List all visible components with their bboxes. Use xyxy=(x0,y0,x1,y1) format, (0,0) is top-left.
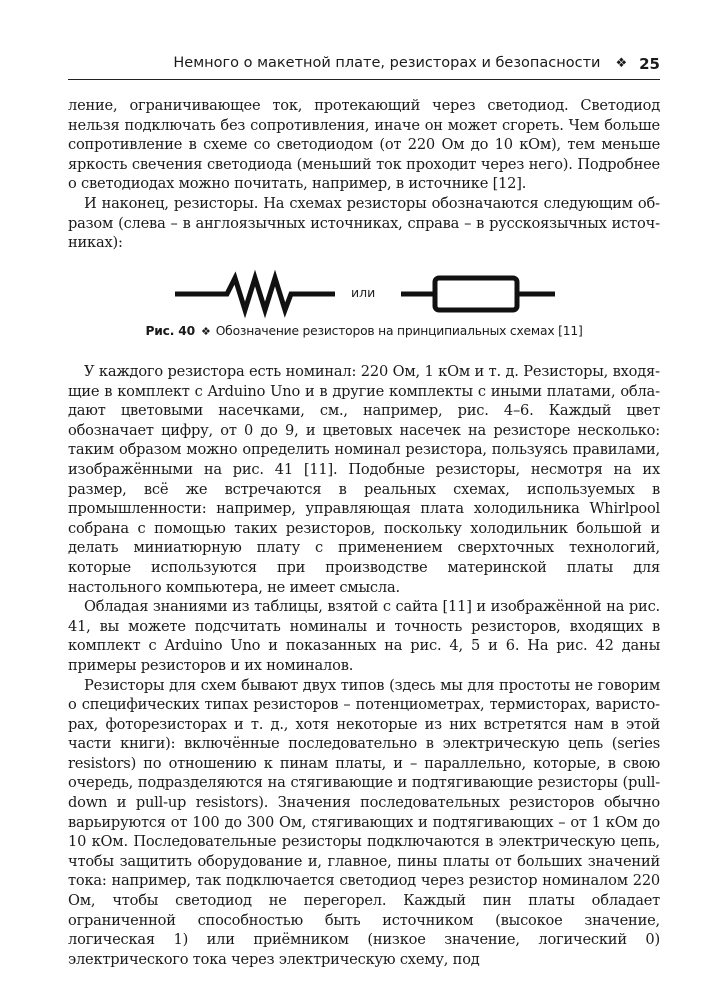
figure-caption-text: Обозначение резисторов на принципиальных схемах [11] xyxy=(215,324,583,338)
paragraph: У каждого резистора есть номинал: 220 Ом, 1 кОм и т. д. Резисторы, входящие в комплект с Arduino Uno и в другие комплекты с иными платами, обладают цветовыми насечками, см., например, рис. 4–6. Каждый цвет обозначает цифру, от 0 до 9, и цветовых насечек на резисторе несколько: таким образом можно определить номинал резистора, пользуясь правилами, изображёнными на рис. 41 [11]. Подобные резисторы, несмотря на их размер, всё же встречаются в реальных схемах, используемых в промышленности: например, управляющая плата холодильника Whirlpool собрана с помощью таких резисторов, поскольку холодильник большой и делать миниатюрную плату с применением сверхточных технологий, которые используются при производстве материнской платы для настольного компьютера, не имеет смысла. xyxy=(68,363,660,596)
paragraph: Резисторы для схем бывают двух типов (здесь мы для простоты не говорим о специфических типах резисторов – потенциометрах, термисторах, варисторах, фоторезисторах и т. д., хотя некоторые из них встретятся нам в этой части книги): включённые последовательно в электрическую цепь (series resistors) по отношению к пинам платы, и – параллельно, которые, в свою очередь, подразделяются на стягивающие и подтягивающие резисторы (pull-down и pull-up resistors). Значения последовательных резисторов обычно варьируются от 100 до 300 Ом, стягивающих и подтягивающих – от 1 кОм до 10 кОм. Последовательные резисторы подключаются в электрическую цепь, чтобы защитить оборудование и, главное, пины платы от больших значений тока: например, так подключается светодиод через резистор номиналом 220 Ом, чтобы светодиод не перегорел. Каждый пин платы обладает ограниченной способностью быть источником (высокое значение, логическая 1) или приёмником (низкое значение, логический 0) электрического тока через электрическую схему, под xyxy=(68,676,660,968)
resistor-symbols-figure xyxy=(175,268,595,320)
figure-or-label: или xyxy=(351,285,376,300)
paragraph: И наконец, резисторы. На схемах резисторы обозначаются следующим образом (слева – в англоязычных источниках, справа – в русскоязычных источниках): xyxy=(68,194,660,252)
resistor-symbols-drawing xyxy=(175,268,595,320)
running-title: Немного о макетной плате, резисторах и безопасности xyxy=(173,55,601,71)
diamond-ornament-icon: ❖ xyxy=(201,325,211,338)
running-header xyxy=(68,55,660,80)
zigzag-resistor-symbol xyxy=(175,278,335,310)
page-number: 25 xyxy=(639,55,660,73)
figure-caption xyxy=(68,324,660,338)
figure-caption-label: Рис. 40 xyxy=(145,324,196,338)
text-block-bottom xyxy=(68,362,660,969)
diamond-ornament-icon: ❖ xyxy=(615,56,628,71)
paragraph: Обладая знаниями из таблицы, взятой с сайта [11] и изображённой на рис. 41, вы можете подсчитать номиналы и точность резисторов, входящих в комплект с Arduino Uno и показанных на рис. 4, 5 и 6. На рис. 42 даны примеры резисторов и их номиналов. xyxy=(68,598,660,674)
text-block-top xyxy=(68,96,660,253)
paragraph: ление, ограничивающее ток, протекающий через светодиод. Светодиод нельзя подключать без сопротивления, иначе он может сгореть. Чем больше сопротивление в схеме со светодиодом (от 220 Ом до 10 кОм), тем меньше яркость свечения светодиода (меньший ток проходит через него). Подробнее о светодиодах можно почитать, например, в источнике [12]. xyxy=(68,97,660,193)
box-resistor-symbol xyxy=(435,278,517,310)
